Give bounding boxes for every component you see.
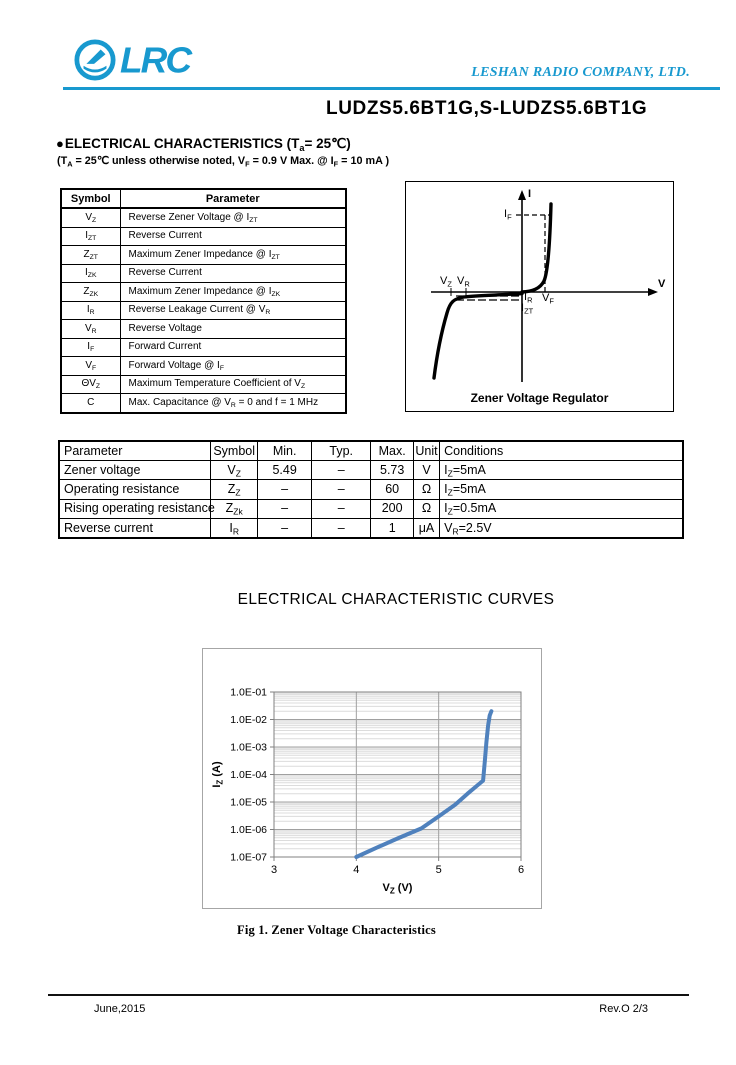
parameter-cell: Reverse Zener Voltage @ $I_{ZT}$ — [120, 208, 346, 227]
bullet-icon: ● — [56, 136, 64, 151]
unit-cell: Ω — [413, 499, 439, 518]
table-row — [59, 518, 683, 538]
y-tick-label: 1.0E-05 — [230, 796, 267, 809]
vz-label: $V_Z$ — [440, 275, 452, 289]
max-cell: 200 — [371, 499, 413, 518]
symbol-cell: $V_F$ — [61, 357, 120, 376]
symbol-cell: $Z_{ZK}$ — [61, 283, 120, 302]
spec-table — [58, 440, 684, 539]
diagram-caption: Zener Voltage Regulator — [470, 391, 609, 405]
section-heading-text: ELECTRICAL CHARACTERISTICS ($T_a=$ 25℃) — [64, 136, 351, 153]
company-name: LESHAN RADIO COMPANY, LTD. — [471, 65, 690, 80]
table-row — [61, 375, 346, 394]
lrc-logo-icon — [74, 37, 116, 83]
table-row — [59, 499, 683, 518]
parameter-column-header: Parameter — [120, 189, 346, 208]
table-row — [59, 461, 683, 480]
zener-characteristic-chart — [202, 648, 542, 909]
x-tick-label: 6 — [517, 864, 525, 876]
zener-regulator-diagram — [405, 181, 674, 412]
footer-rule — [48, 994, 689, 996]
unit-cell: Ω — [413, 480, 439, 499]
col-header-max: Max. — [371, 441, 413, 461]
typ-cell: – — [311, 518, 371, 538]
parameter-cell: Maximum Zener Impedance @ $I_{ZK}$ — [120, 283, 346, 302]
symbol-cell: C — [61, 394, 120, 413]
parameter-cell: Operating resistance — [59, 480, 210, 499]
symbol-table-body — [61, 208, 346, 413]
symbol-cell: $Z_Z$ — [210, 480, 257, 499]
table-header-row — [61, 189, 346, 208]
y-tick-label: 1.0E-03 — [230, 741, 267, 754]
parameter-cell: Zener voltage — [59, 461, 210, 480]
table-row — [61, 301, 346, 320]
i-axis-arrow-icon — [518, 190, 526, 200]
unit-cell: μA — [413, 518, 439, 538]
y-tick-label: 1.0E-06 — [230, 824, 267, 836]
conditions-cell: $I_Z=5mA$ — [440, 461, 683, 480]
forward-curve — [522, 204, 551, 292]
footer-date: June,2015 — [94, 1003, 146, 1015]
parameter-cell: Forward Current — [120, 338, 346, 357]
table-row — [61, 338, 346, 357]
section-conditions: ($T_A$ = 25℃ unless otherwise noted, $V_F = 0.9$ V Max. @ $I_F = 10$ mA ) — [57, 155, 390, 169]
reverse-curve — [434, 294, 522, 379]
symbol-cell: $Z_{Zk}$ — [210, 499, 257, 518]
figure-caption: Fig 1. Zener Voltage Characteristics — [237, 923, 436, 937]
parameter-cell: Reverse Current — [120, 264, 346, 283]
symbol-cell: $Z_{ZT}$ — [61, 246, 120, 265]
x-tick-label: 5 — [435, 864, 442, 876]
table-row — [61, 246, 346, 265]
symbol-cell: $I_R$ — [210, 518, 257, 538]
parameter-cell: Reverse Leakage Current @ $V_R$ — [120, 301, 346, 320]
min-cell: – — [258, 480, 312, 499]
typ-cell: – — [311, 480, 371, 499]
table-row — [61, 208, 346, 227]
symbol-cell: $V_Z$ — [210, 461, 257, 480]
max-cell: 60 — [371, 480, 413, 499]
section-heading — [56, 136, 351, 152]
if-label: $I_F$ — [504, 208, 512, 222]
symbol-cell: $V_R$ — [61, 320, 120, 339]
x-tick-label: 4 — [353, 864, 360, 876]
typ-cell: – — [311, 499, 371, 518]
ir-label: $I_R$ — [524, 291, 533, 305]
parameter-cell: Maximum Temperature Coefficient of $V_Z$ — [120, 375, 346, 394]
y-tick-label: 1.0E-04 — [230, 769, 267, 781]
y-axis-title: $I_Z$ (A) — [211, 761, 225, 788]
i-axis-label: I — [528, 188, 532, 200]
parameter-cell: Rising operating resistance — [59, 499, 210, 518]
header-rule — [63, 87, 720, 90]
col-header-parameter: Parameter — [59, 441, 210, 461]
table-row — [61, 394, 346, 413]
logo-text: LRC — [120, 40, 191, 80]
max-cell: 1 — [371, 518, 413, 538]
typ-cell: – — [311, 461, 371, 480]
table-row — [59, 480, 683, 499]
y-tick-label: 1.0E-07 — [230, 851, 267, 864]
table-row — [61, 283, 346, 302]
table-row — [61, 264, 346, 283]
vf-label: $V_F$ — [542, 292, 554, 306]
col-header-symbol: Symbol — [210, 441, 257, 461]
company-logo — [74, 37, 190, 83]
page-title: LUDZS5.6BT1G,S-LUDZS5.6BT1G — [326, 98, 648, 119]
symbol-cell: $I_F$ — [61, 338, 120, 357]
symbol-cell: $V_Z$ — [61, 208, 120, 227]
table-header-row — [59, 441, 683, 461]
symbol-cell: $\Theta V_Z$ — [61, 375, 120, 394]
parameter-cell: Reverse current — [59, 518, 210, 538]
symbol-column-header: Symbol — [61, 189, 120, 208]
y-tick-label: 1.0E-02 — [230, 714, 267, 726]
col-header-unit: Unit — [413, 441, 439, 461]
table-row — [61, 357, 346, 376]
col-header-conditions: Conditions — [440, 441, 683, 461]
col-header-typ: Typ. — [311, 441, 371, 461]
conditions-cell: $V_R=2.5V$ — [440, 518, 683, 538]
parameter-cell: Reverse Current — [120, 227, 346, 246]
vr-label: $V_R$ — [457, 275, 470, 289]
conditions-cell: $I_Z=0.5mA$ — [440, 499, 683, 518]
izt-label: $I_{ZT}$ — [521, 302, 534, 316]
parameter-cell: Maximum Zener Impedance @ $I_{ZT}$ — [120, 246, 346, 265]
symbol-cell: $I_{ZK}$ — [61, 264, 120, 283]
iv-curve-graphic — [406, 182, 673, 411]
table-row — [61, 320, 346, 339]
unit-cell: V — [413, 461, 439, 480]
v-axis-label: V — [658, 278, 666, 290]
symbol-table — [60, 188, 347, 414]
parameter-cell: Max. Capacitance @ $V_R = 0$ and f = 1 MHz — [120, 394, 346, 413]
v-axis-arrow-icon — [648, 288, 658, 296]
footer-revision: Rev.O 2/3 — [599, 1003, 648, 1015]
symbol-cell: $I_R$ — [61, 301, 120, 320]
chart-canvas — [203, 649, 539, 906]
y-tick-label: 1.0E-01 — [230, 686, 267, 699]
min-cell: 5.49 — [258, 461, 312, 480]
min-cell: – — [258, 499, 312, 518]
min-cell: – — [258, 518, 312, 538]
symbol-cell: $I_{ZT}$ — [61, 227, 120, 246]
x-axis-title: $V_Z$ (V) — [382, 882, 413, 896]
spec-table-body — [59, 461, 683, 538]
table-row — [61, 227, 346, 246]
parameter-cell: Reverse Voltage — [120, 320, 346, 339]
conditions-cell: $I_Z=5mA$ — [440, 480, 683, 499]
col-header-min: Min. — [258, 441, 312, 461]
max-cell: 5.73 — [371, 461, 413, 480]
x-tick-label: 3 — [270, 864, 278, 876]
parameter-cell: Forward Voltage @ $I_F$ — [120, 357, 346, 376]
curves-section-heading: ELECTRICAL CHARACTERISTIC CURVES — [237, 591, 555, 608]
